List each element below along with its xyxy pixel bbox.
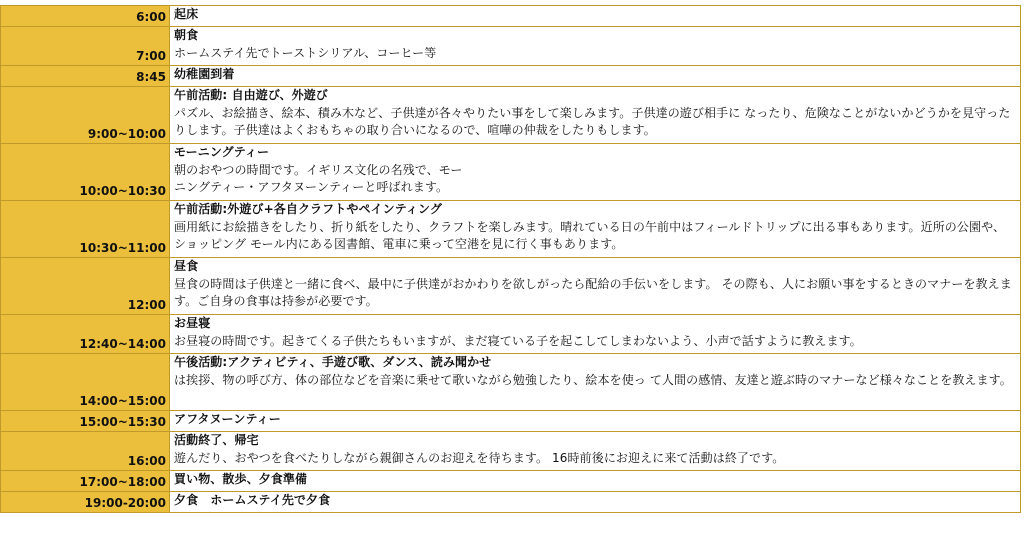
table-row (1, 354, 1021, 411)
table-row (1, 144, 1021, 201)
activity-cell (170, 432, 1021, 471)
time-cell: 19:00-20:00 (1, 492, 170, 513)
activity-cell (170, 66, 1021, 87)
activity-cell (170, 87, 1021, 144)
schedule-table (0, 5, 1021, 513)
activity-title: お昼寝 (174, 316, 211, 330)
table-row (1, 201, 1021, 258)
time-cell: 6:00 (1, 6, 170, 27)
activity-title: 午前活動: 自由遊び、外遊び (174, 88, 328, 102)
activity-description: 遊んだり、おやつを食べたりしながら親御さんのお迎えを待ちます。 16時前後にお迎えに来て活動は終了です。 (174, 450, 785, 465)
time-cell: 15:00~15:30 (1, 411, 170, 432)
activity-cell (170, 411, 1021, 432)
table-row (1, 258, 1021, 315)
activity-title: 午後活動:アクティビティ、手遊び歌、ダンス、読み聞かせ (174, 355, 492, 369)
activity-title: アフタヌーンティー (174, 412, 281, 426)
activity-cell (170, 6, 1021, 27)
table-row (1, 6, 1021, 27)
activity-cell (170, 492, 1021, 513)
table-row (1, 87, 1021, 144)
activity-title: 午前活動:外遊び+各自クラフトやペインティング (174, 202, 442, 216)
activity-cell (170, 354, 1021, 411)
table-row (1, 27, 1021, 66)
time-cell: 7:00 (1, 27, 170, 66)
activity-description: は挨拶、物の呼び方、体の部位などを音楽に乗せて歌いながら勉強したり、絵本を使っ て人間の感情、友達と遊ぶ時のマナーなど様々なことを教えます。 (174, 372, 1012, 387)
activity-cell (170, 315, 1021, 354)
activity-cell (170, 144, 1021, 201)
activity-description: 朝のおやつの時間です。イギリス文化の名残で、モーニングティー・アフタヌーンティーと呼ばれます。 (174, 162, 463, 194)
table-row (1, 66, 1021, 87)
table-row (1, 432, 1021, 471)
activity-description: ホームステイ先でトーストシリアル、コーヒー等 (174, 45, 437, 60)
activity-title: 買い物、散歩、夕食準備 (174, 472, 308, 486)
activity-description: お昼寝の時間です。起きてくる子供たちもいますが、まだ寝ている子を起こしてしまわないよう、小声で話すように教えます。 (174, 333, 862, 348)
activity-cell (170, 27, 1021, 66)
activity-title: 夕食 ホームステイ先で夕食 (174, 493, 331, 507)
time-cell: 16:00 (1, 432, 170, 471)
time-cell: 10:00~10:30 (1, 144, 170, 201)
time-cell: 14:00~15:00 (1, 354, 170, 411)
schedule-body (1, 6, 1021, 513)
time-cell: 9:00~10:00 (1, 87, 170, 144)
activity-title: 朝食 (174, 28, 199, 42)
activity-description: パズル、お絵描き、絵本、積み木など、子供達が各々やりたい事をして楽しみます。子供達の遊び相手に なったり、危険なことがないかどうかを見守ったりします。子供達はよくおもちゃの取り合いになるので、喧嘩の仲裁をしたりもします。 (174, 105, 1011, 137)
activity-cell (170, 258, 1021, 315)
time-cell: 12:40~14:00 (1, 315, 170, 354)
time-cell: 10:30~11:00 (1, 201, 170, 258)
activity-title: 活動終了、帰宅 (174, 433, 259, 447)
time-cell: 17:00~18:00 (1, 471, 170, 492)
activity-description: 昼食の時間は子供達と一緒に食べ、最中に子供達がおかわりを欲しがったら配給の手伝いをします。 その際も、人にお願い事をするときのマナーを教えます。ご自身の食事は持参が必要です。 (174, 276, 1012, 308)
time-cell: 12:00 (1, 258, 170, 315)
table-row (1, 471, 1021, 492)
activity-cell (170, 201, 1021, 258)
activity-title: 昼食 (174, 259, 199, 273)
table-row (1, 315, 1021, 354)
time-cell: 8:45 (1, 66, 170, 87)
activity-title: 幼稚園到着 (174, 67, 235, 81)
table-row (1, 411, 1021, 432)
activity-description: 画用紙にお絵描きをしたり、折り紙をしたり、クラフトを楽しみます。晴れている日の午前中はフィールドトリップに出る事もあります。近所の公園や、ショッピング モール内にある図書館、電車に乗って空港を見に行く事もあります。 (174, 219, 1006, 251)
table-row (1, 492, 1021, 513)
activity-cell (170, 471, 1021, 492)
activity-title: 起床 (174, 7, 199, 21)
activity-title: モーニングティー (174, 145, 270, 159)
